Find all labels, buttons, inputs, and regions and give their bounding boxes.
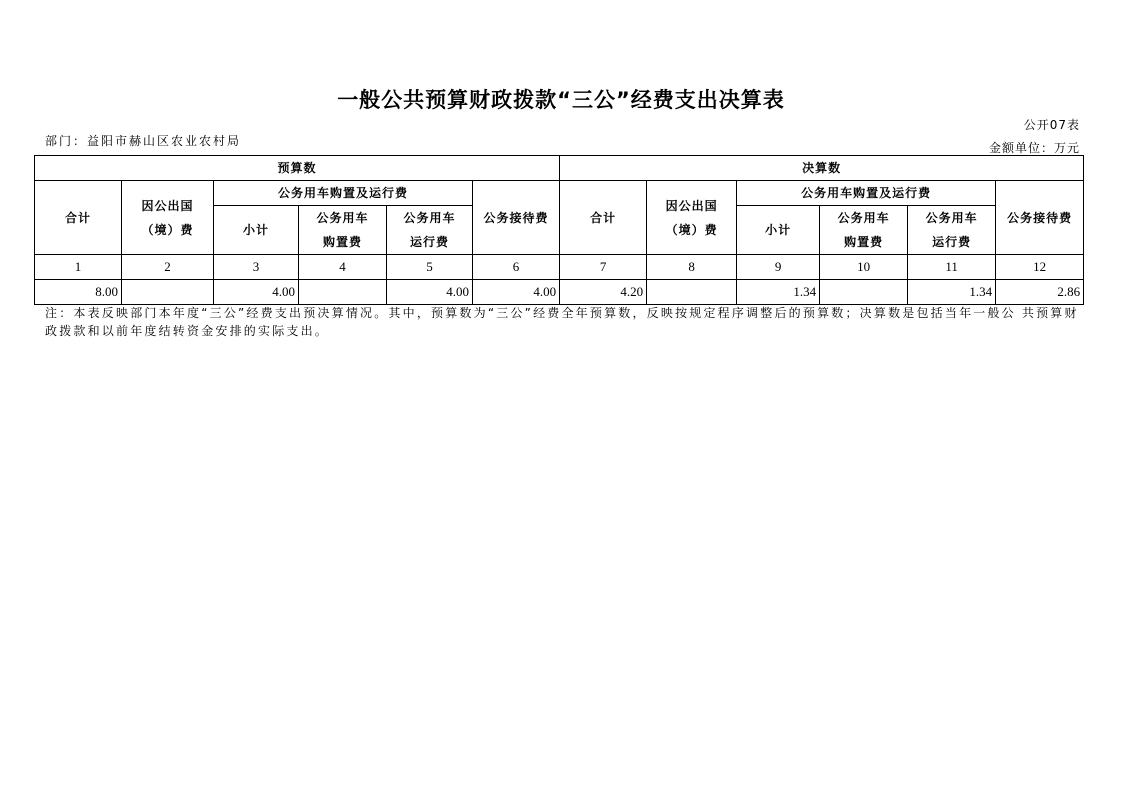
final-vehicle-subtotal-value: 1.34 <box>737 280 820 305</box>
final-reception-value: 2.86 <box>996 280 1084 305</box>
final-reception-header: 公务接待费 <box>996 181 1084 255</box>
amount-unit: 金额单位：万元 <box>988 141 1080 155</box>
final-purchase-line2: 购置费 <box>844 235 884 249</box>
column-number: 3 <box>214 255 299 280</box>
budget-subtotal-header: 小计 <box>214 206 299 255</box>
column-number: 5 <box>387 255 473 280</box>
final-total-header: 合计 <box>560 181 647 255</box>
column-number: 4 <box>299 255 387 280</box>
budget-abroad-header <box>122 181 214 255</box>
value-row <box>35 280 1084 305</box>
budget-operation-line2: 运行费 <box>409 235 449 249</box>
report-title: 一般公共预算财政拨款“三公”经费支出决算表 <box>337 88 785 112</box>
budget-operation-header <box>387 206 473 255</box>
final-operation-line1: 公务用车 <box>925 211 978 225</box>
budget-operation-line1: 公务用车 <box>403 211 456 225</box>
final-subtotal-header: 小计 <box>737 206 820 255</box>
budget-vehicle-subtotal-value: 4.00 <box>214 280 299 305</box>
final-vehicle-operation-value: 1.34 <box>908 280 996 305</box>
budget-total-value: 8.00 <box>35 280 122 305</box>
column-number: 2 <box>122 255 214 280</box>
final-header: 决算数 <box>560 156 1084 181</box>
header-row-1 <box>35 156 1084 181</box>
final-vehicle-purchase-value <box>820 280 908 305</box>
final-purchase-line1: 公务用车 <box>837 211 890 225</box>
final-operation-line2: 运行费 <box>932 235 972 249</box>
budget-vehicle-group-header: 公务用车购置及运行费 <box>214 181 473 206</box>
budget-vehicle-purchase-value <box>299 280 387 305</box>
table-footnote: 注：本表反映部门本年度“三公”经费支出预决算情况。其中，预算数为“三公”经费全年预算数，反映按规定程序调整后的预算数；决算数是包括当年一般公 共预算财政拨款和以前年度结转资金安排的实际支出。 <box>45 306 1079 338</box>
final-abroad-line2: （境）费 <box>665 222 718 237</box>
expenditure-table <box>34 155 1084 305</box>
column-number: 6 <box>473 255 560 280</box>
column-number-row <box>35 255 1084 280</box>
budget-abroad-line1: 因公出国 <box>141 198 194 213</box>
budget-vehicle-operation-value: 4.00 <box>387 280 473 305</box>
final-total-value: 4.20 <box>560 280 647 305</box>
column-number: 11 <box>908 255 996 280</box>
final-abroad-line1: 因公出国 <box>665 198 718 213</box>
budget-total-header: 合计 <box>35 181 122 255</box>
final-vehicle-group-header: 公务用车购置及运行费 <box>737 181 996 206</box>
final-abroad-value <box>647 280 737 305</box>
column-number: 1 <box>35 255 122 280</box>
column-number: 12 <box>996 255 1084 280</box>
column-number: 10 <box>820 255 908 280</box>
final-abroad-header <box>647 181 737 255</box>
budget-purchase-line2: 购置费 <box>322 235 362 249</box>
final-operation-header <box>908 206 996 255</box>
budget-purchase-line1: 公务用车 <box>316 211 369 225</box>
column-number: 9 <box>737 255 820 280</box>
budget-purchase-header <box>299 206 387 255</box>
final-purchase-header <box>820 206 908 255</box>
budget-abroad-value <box>122 280 214 305</box>
column-number: 8 <box>647 255 737 280</box>
budget-abroad-line2: （境）费 <box>141 222 194 237</box>
department-label: 部门：益阳市赫山区农业农村局 <box>45 134 242 148</box>
budget-reception-header: 公务接待费 <box>473 181 560 255</box>
budget-reception-value: 4.00 <box>473 280 560 305</box>
header-row-2 <box>35 181 1084 206</box>
form-number: 公开07表 <box>1023 118 1080 132</box>
column-number: 7 <box>560 255 647 280</box>
budget-header: 预算数 <box>35 156 560 181</box>
